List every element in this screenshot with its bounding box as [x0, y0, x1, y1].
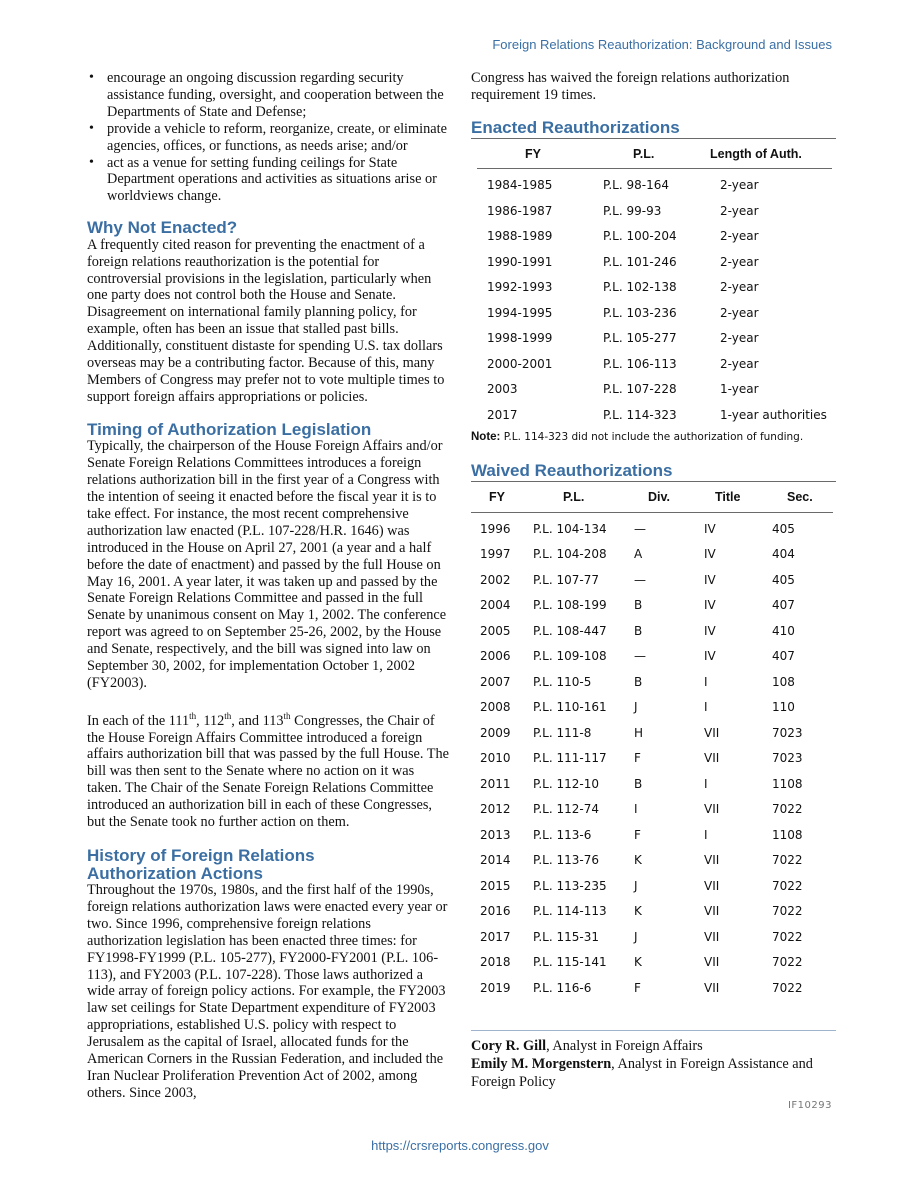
table-cell: 1986-1987 — [487, 203, 553, 218]
table-cell: F — [634, 827, 641, 842]
col-header-sec: Sec. — [772, 482, 833, 512]
table-cell: 2-year — [720, 331, 759, 346]
table-cell: P.L. 102-138 — [603, 280, 677, 295]
table-cell: P.L. 100-204 — [603, 229, 677, 244]
table-cell: P.L. 108-447 — [533, 623, 607, 638]
table-row — [471, 745, 833, 771]
table-cell: P.L. 109-108 — [533, 649, 607, 664]
waived-table-title: Waived Reauthorizations — [471, 461, 836, 482]
table-cell: 2014 — [480, 853, 511, 868]
table-row — [471, 643, 833, 669]
table-row — [477, 351, 832, 377]
author-block — [471, 1037, 836, 1091]
table-cell: 2015 — [480, 878, 511, 893]
table-cell: 405 — [772, 572, 795, 587]
table-cell: K — [634, 955, 642, 970]
table-cell: P.L. 101-246 — [603, 254, 677, 269]
table-cell: P.L. 98-164 — [603, 178, 669, 193]
table-row — [477, 169, 832, 198]
table-row — [471, 949, 833, 975]
table-cell: 2018 — [480, 955, 511, 970]
table-cell: P.L. 112-74 — [533, 802, 599, 817]
table-cell: 2013 — [480, 827, 511, 842]
table-cell: 7022 — [772, 929, 803, 944]
table-cell: 1-year — [720, 382, 759, 397]
table-cell: P.L. 103-236 — [603, 305, 677, 320]
table-cell: 2019 — [480, 980, 511, 995]
table-cell: 2017 — [487, 407, 518, 422]
table-cell: 404 — [772, 547, 795, 562]
table-cell: P.L. 110-161 — [533, 700, 607, 715]
table-cell: 1-year authorities — [720, 407, 827, 422]
table-cell: 410 — [772, 623, 795, 638]
table-cell: 2004 — [480, 598, 511, 613]
table-cell: B — [634, 674, 643, 689]
table-cell: P.L. 113-76 — [533, 853, 599, 868]
table-cell: 2016 — [480, 904, 511, 919]
table-row — [477, 249, 832, 275]
table-cell: 7023 — [772, 751, 803, 766]
col-header-div: Div. — [634, 482, 704, 512]
table-cell: P.L. 110-5 — [533, 674, 592, 689]
table-cell: 108 — [772, 674, 795, 689]
table-cell: 2017 — [480, 929, 511, 944]
table-cell: I — [704, 674, 708, 689]
table-row — [471, 847, 833, 873]
col-header-length: Length of Auth. — [710, 139, 832, 169]
enacted-table-wrapper — [477, 139, 832, 428]
table-cell: P.L. 111-8 — [533, 725, 592, 740]
table-cell: IV — [704, 649, 716, 664]
bullet-list — [87, 70, 449, 205]
table-cell: H — [634, 725, 644, 740]
table-cell: I — [704, 700, 708, 715]
table-cell: VII — [704, 878, 720, 893]
table-cell: — — [634, 649, 646, 664]
table-cell: P.L. 107-77 — [533, 572, 599, 587]
table-cell: VII — [704, 904, 720, 919]
table-cell: 2003 — [487, 382, 518, 397]
table-cell: I — [704, 827, 708, 842]
table-cell: 2007 — [480, 674, 511, 689]
table-cell: 407 — [772, 649, 795, 664]
table-cell: P.L. 112-10 — [533, 776, 599, 791]
table-cell: 2009 — [480, 725, 511, 740]
table-cell: VII — [704, 955, 720, 970]
table-cell: 1992-1993 — [487, 280, 553, 295]
table-cell: 7022 — [772, 853, 803, 868]
table-cell: IV — [704, 598, 716, 613]
table-cell: I — [704, 776, 708, 791]
table-cell: 2-year — [720, 229, 759, 244]
list-item: • provide a vehicle to reform, reorganize, create, or eliminate agencies, offices, or functions, as needs arise; and/or — [87, 121, 449, 155]
table-cell: 7022 — [772, 955, 803, 970]
table-cell: 2-year — [720, 178, 759, 193]
table-row — [471, 512, 833, 541]
table-row — [477, 325, 832, 351]
right-column — [471, 70, 836, 1091]
table-cell: 7022 — [772, 904, 803, 919]
table-cell: P.L. 107-228 — [603, 382, 677, 397]
table-row — [477, 402, 832, 428]
enacted-table — [477, 139, 832, 428]
table-cell: P.L. 116-6 — [533, 980, 592, 995]
table-cell: P.L. 108-199 — [533, 598, 607, 613]
table-cell: IV — [704, 521, 716, 536]
table-cell: A — [634, 547, 643, 562]
table-row — [477, 376, 832, 402]
table-cell: P.L. 104-208 — [533, 547, 607, 562]
table-cell: — — [634, 572, 646, 587]
table-cell: P.L. 114-113 — [533, 904, 607, 919]
table-row — [471, 975, 833, 1001]
table-cell: B — [634, 776, 643, 791]
table-cell: VII — [704, 980, 720, 995]
table-cell: 2012 — [480, 802, 511, 817]
table-row — [471, 541, 833, 567]
table-cell: P.L. 113-235 — [533, 878, 607, 893]
table-cell: 1984-1985 — [487, 178, 553, 193]
table-cell: 1994-1995 — [487, 305, 553, 320]
paragraph-history: Throughout the 1970s, 1980s, and the first half of the 1990s, foreign relations authorization laws were enacted every year or two. Since 1996, comprehensive foreign relations authorization legislation has been enacted three times: for FY1998-FY1999 (P.L. 105-277), FY2000-FY2001 (P.L. 106-113), and FY2003 (P.L. 107-228). Those laws authorized a wide array of foreign policy actions. For example, the FY2003 law set ceilings for State Department expenditure of FY2003 appropriations, established U.S. policy with respect to Jerusalem as the capital of Israel, allocated funds for the American Corners in the Russian Federation, and included the Iran Nuclear Proliferation Prevention Act of 2002, among others. Since 2003, — [87, 882, 448, 1101]
table-cell: K — [634, 904, 642, 919]
table-cell: 2002 — [480, 572, 511, 587]
table-cell: 1997 — [480, 547, 511, 562]
table-cell: 2-year — [720, 203, 759, 218]
table-cell: — — [634, 521, 646, 536]
table-cell: 1996 — [480, 521, 511, 536]
table-cell: IV — [704, 623, 716, 638]
table-cell: 2008 — [480, 700, 511, 715]
table-cell: 1990-1991 — [487, 254, 553, 269]
table-cell: K — [634, 853, 642, 868]
section-heading-why-not-enacted: Why Not Enacted? — [87, 218, 238, 238]
footer-url-link[interactable]: https://crsreports.congress.gov — [371, 1138, 549, 1153]
table-cell: VII — [704, 802, 720, 817]
table-cell: J — [634, 700, 638, 715]
table-row — [477, 198, 832, 224]
table-cell: P.L. 115-31 — [533, 929, 599, 944]
paragraph-history-continued: Congress has waived the foreign relations authorization requirement 19 times. — [471, 70, 790, 103]
author-line: Cory R. Gill, Analyst in Foreign Affairs — [471, 1038, 703, 1055]
table-cell: 7023 — [772, 725, 803, 740]
table-cell: P.L. 105-277 — [603, 331, 677, 346]
table-cell: 1108 — [772, 776, 803, 791]
col-header-fy: FY — [471, 482, 533, 512]
section-heading-timing: Timing of Authorization Legislation — [87, 419, 372, 439]
table-cell: 7022 — [772, 980, 803, 995]
table-row — [477, 274, 832, 300]
table-cell: 1108 — [772, 827, 803, 842]
table-cell: F — [634, 751, 641, 766]
table-cell: 7022 — [772, 802, 803, 817]
table-cell: P.L. 106-113 — [603, 356, 677, 371]
table-cell: B — [634, 623, 643, 638]
table-cell: 2-year — [720, 356, 759, 371]
table-row — [471, 669, 833, 695]
table-cell: P.L. 111-117 — [533, 751, 607, 766]
list-item: • act as a venue for setting funding ceilings for State Department operations and activities as situations arise or worldviews change. — [87, 155, 449, 206]
table-cell: P.L. 113-6 — [533, 827, 592, 842]
table-cell: I — [634, 802, 638, 817]
table-cell: IV — [704, 572, 716, 587]
table-cell: VII — [704, 751, 720, 766]
table-cell: 2-year — [720, 305, 759, 320]
author-divider — [471, 1030, 836, 1031]
waived-table-wrapper — [471, 482, 833, 1000]
table-cell: 2-year — [720, 280, 759, 295]
table-cell: B — [634, 598, 643, 613]
author-line: Emily M. Morgenstern, Analyst in Foreign Assistance and Foreign Policy — [471, 1056, 813, 1091]
paragraph-timing-1: Typically, the chairperson of the House Foreign Affairs and/or Senate Foreign Relations Committees introduces a foreign relations authorization bill in the first year of a Congress with the intention of seeing it enacted before the fiscal year it is to take effect. For instance, the most recent comprehensive authorization law enacted (P.L. 107-228/H.R. 1646) was introduced in the House on April 27, 2001 (a year and a half before the date of enactment) and passed by the full House on May 16, 2001. A year later, it was taken up and passed by the Senate Foreign Relations Committee and passed in the full Senate by unanimous consent on May 1, 2002. The conference report was agreed to on September 25-26, 2002, by the House and Senate, respectively, and the bill was signed into law on September 30, 2002, for implementation October 1, 2002 (FY2003). — [87, 438, 447, 691]
table-row — [471, 898, 833, 924]
col-header-pl: P.L. — [593, 139, 710, 169]
table-cell: P.L. 99-93 — [603, 203, 662, 218]
table-cell: 405 — [772, 521, 795, 536]
document-id: IF10293 — [787, 1100, 832, 1111]
left-column — [87, 70, 449, 1102]
table-cell: VII — [704, 929, 720, 944]
section-heading-history: History of Foreign Relations Authorization Actions — [87, 846, 315, 883]
table-row — [471, 873, 833, 899]
table-cell: P.L. 104-134 — [533, 521, 607, 536]
table-cell: 2-year — [720, 254, 759, 269]
table-cell: F — [634, 980, 641, 995]
table-cell: 110 — [772, 700, 795, 715]
paragraph-why-not-enacted: A frequently cited reason for preventing the enactment of a foreign relations reauthorization is the potential for controversial provisions in the legislation, particularly when one party does not control both the House and Senate. Disagreement on international family planning policy, for example, often has been an issue that stalled past bills. Additionally, constituent distaste for spending U.S. tax dollars overseas may be a contributing factor. Because of this, many Members of Congress may prefer not to vote multiple times to support foreign affairs appropriations or policies. — [87, 236, 445, 405]
table-row — [471, 592, 833, 618]
table-cell: VII — [704, 725, 720, 740]
table-row — [471, 720, 833, 746]
table-row — [471, 822, 833, 848]
table-cell: 1998-1999 — [487, 331, 553, 346]
table-row — [471, 567, 833, 593]
table-cell: 2010 — [480, 751, 511, 766]
table-row — [471, 924, 833, 950]
table-cell: 1988-1989 — [487, 229, 553, 244]
table-cell: P.L. 114-323 — [603, 407, 677, 422]
list-item: • encourage an ongoing discussion regarding security assistance funding, oversight, and cooperation between the Departments of State and Defense; — [87, 70, 449, 121]
col-header-fy: FY — [477, 139, 593, 169]
table-row — [471, 618, 833, 644]
table-row — [477, 223, 832, 249]
table-cell: VII — [704, 853, 720, 868]
table-cell: 2011 — [480, 776, 511, 791]
col-header-title: Title — [704, 482, 772, 512]
table-row — [477, 300, 832, 326]
table-cell: 2005 — [480, 623, 511, 638]
table-cell: 7022 — [772, 878, 803, 893]
table-cell: J — [634, 878, 638, 893]
paragraph-timing-2: In each of the 111th, 112th, and 113th Congresses, the Chair of the House Foreign Affairs Committee introduced a foreign affairs authorization bill that was passed by the full House. The bill was then sent to the Senate where no action on it was taken. The Chair of the Senate Foreign Relations Committee introduced an authorization bill in each of these Congresses, but the Senate took no further action on them. — [87, 710, 449, 831]
table-cell: P.L. 115-141 — [533, 955, 607, 970]
table-cell: IV — [704, 547, 716, 562]
enacted-table-title: Enacted Reauthorizations — [471, 118, 836, 139]
col-header-pl: P.L. — [533, 482, 634, 512]
table-cell: 2000-2001 — [487, 356, 553, 371]
table-row — [471, 771, 833, 797]
waived-table — [471, 482, 833, 1000]
table-cell: 2006 — [480, 649, 511, 664]
table-row — [471, 694, 833, 720]
table-cell: 407 — [772, 598, 795, 613]
table-cell: J — [634, 929, 638, 944]
table-row — [471, 796, 833, 822]
running-title: Foreign Relations Reauthorization: Background and Issues — [492, 37, 832, 52]
enacted-table-note: Note: P.L. 114-323 did not include the authorization of funding. — [471, 431, 804, 444]
